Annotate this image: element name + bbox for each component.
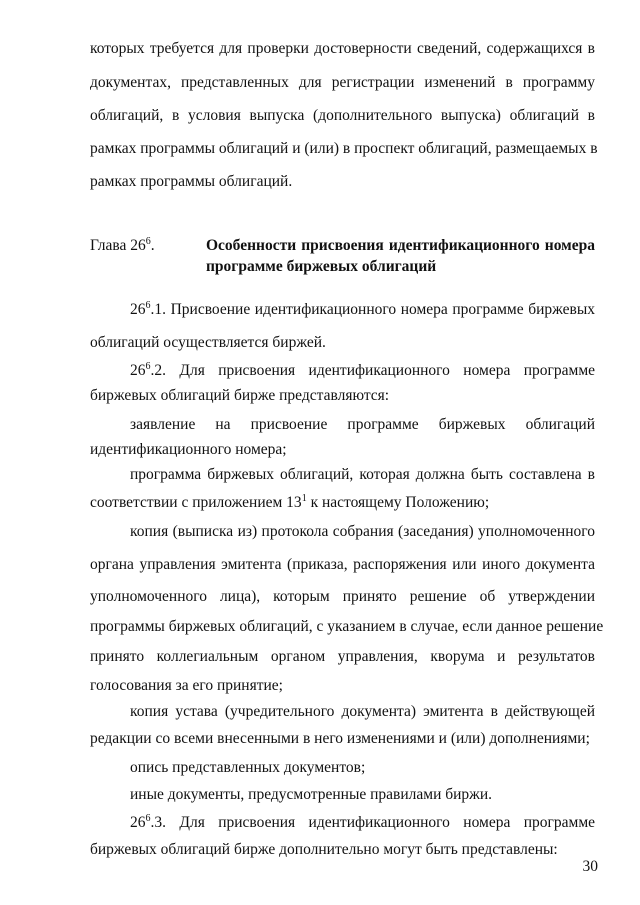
text-line: программы биржевых облигаций, с указанием в случае, если данное решение bbox=[90, 618, 604, 635]
text-line: принято коллегиальным органом управления, кворума и результатов bbox=[90, 648, 595, 665]
list-item: опись представленных документов; bbox=[130, 759, 366, 776]
list-item: иные документы, предусмотренные правилами биржи. bbox=[130, 786, 493, 803]
chapter-label: Глава $26^6$. bbox=[90, 235, 155, 254]
text-line: рамках программы облигаций и (или) в проспект облигаций, размещаемых в bbox=[90, 140, 598, 157]
list-item: программа биржевых облигаций, которая должна быть составлена в bbox=[130, 466, 595, 483]
list-item: копия устава (учредительного документа) эмитента в действующей bbox=[130, 703, 595, 720]
list-item: заявление на присвоение программе биржевых облигаций bbox=[130, 416, 595, 433]
text-line: соответствии с приложением $13^1$ к настоящему Положению; bbox=[90, 492, 490, 511]
text-line: уполномоченного лица), которым принято решение об утверждении bbox=[90, 588, 595, 605]
text-line: биржевых облигаций бирже дополнительно могут быть представлены: bbox=[90, 841, 558, 858]
text-line: редакции со всеми внесенными в него изменениями и (или) дополнениями; bbox=[90, 730, 590, 747]
text-line: облигаций осуществляется биржей. bbox=[90, 334, 326, 351]
text-line: органа управления эмитента (приказа, распоряжения или иного документа bbox=[90, 556, 595, 573]
page-number: 30 bbox=[582, 858, 598, 875]
text-line: идентификационного номера; bbox=[90, 441, 287, 458]
paragraph-26-6-2: $26^6.2$. Для присвоения идентификационного номера программе bbox=[130, 360, 596, 379]
chapter-title: программе биржевых облигаций bbox=[206, 258, 437, 275]
text-line: облигаций, в условия выпуска (дополнительного выпуска) облигаций в bbox=[90, 107, 595, 124]
text-line: документах, представленных для регистрации изменений в программу bbox=[90, 74, 595, 91]
text-line: рамках программы облигаций. bbox=[90, 173, 293, 190]
text-line: биржевых облигаций бирже представляются: bbox=[90, 387, 390, 404]
text-line: голосования за его принятие; bbox=[90, 677, 283, 694]
list-item: копия (выписка из) протокола собрания (заседания) уполномоченного bbox=[130, 523, 595, 540]
paragraph-26-6-1: $26^6.1$. Присвоение идентификационного номера программе биржевых bbox=[130, 299, 595, 318]
chapter-title: Особенности присвоения идентификационного номера bbox=[206, 237, 595, 254]
paragraph-26-6-3: $26^6.3$. Для присвоения идентификационного номера программе bbox=[130, 812, 596, 831]
text-line: которых требуется для проверки достоверности сведений, содержащихся в bbox=[90, 40, 595, 57]
